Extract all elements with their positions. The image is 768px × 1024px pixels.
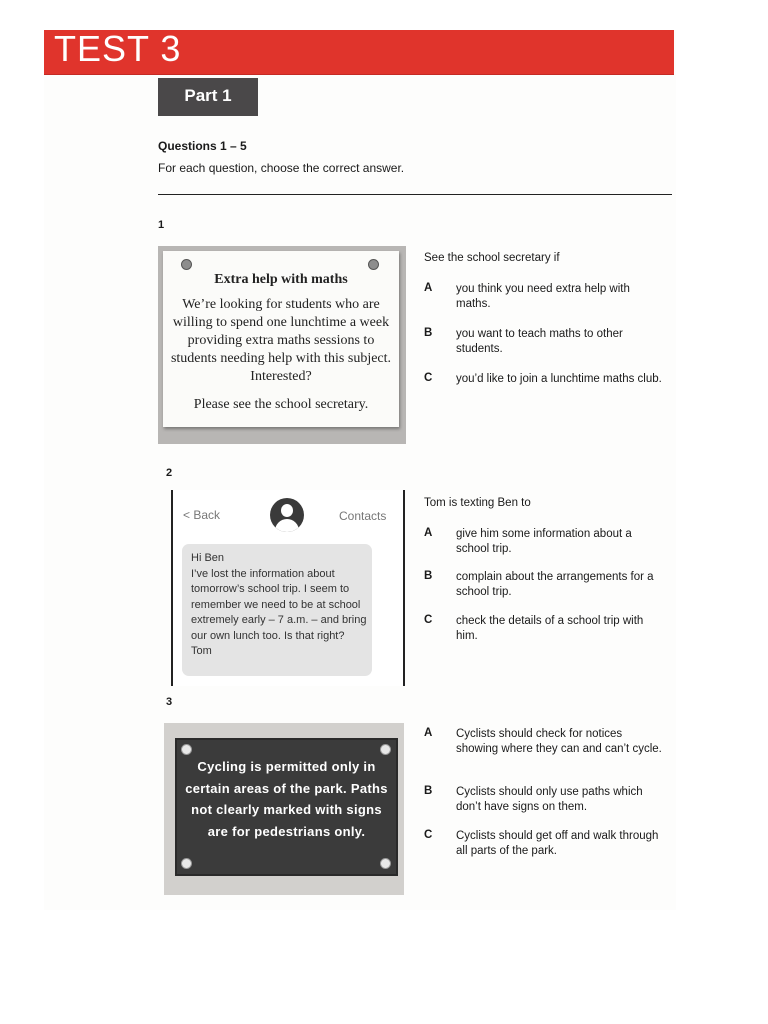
option-text[interactable]: Cyclists should only use paths which don’t have signs on them. [456, 786, 643, 813]
notice-paper [163, 251, 399, 427]
option-letter: C [424, 829, 433, 841]
option-letter: A [424, 727, 433, 739]
question-number: 2 [166, 467, 173, 479]
option-text[interactable]: check the details of a school trip with him. [456, 615, 644, 642]
question-number: 3 [166, 696, 173, 708]
option-letter: B [424, 570, 433, 582]
option-text[interactable]: you think you need extra help with maths. [456, 283, 630, 310]
option-text[interactable]: complain about the arrangements for a school trip. [456, 571, 654, 598]
option-text[interactable]: you want to teach maths to other students. [456, 328, 623, 355]
screw-icon [181, 744, 192, 755]
question-stem: Tom is texting Ben to [424, 497, 531, 509]
avatar-icon [270, 498, 304, 532]
screw-icon [380, 744, 391, 755]
option-text[interactable]: give him some information about a school trip. [456, 528, 632, 555]
test-banner [44, 30, 674, 75]
option-letter: B [424, 785, 433, 797]
sign-board [175, 738, 398, 876]
phone-screen [171, 490, 405, 686]
option-text[interactable]: Cyclists should check for notices showing where they can and can’t cycle. [456, 728, 662, 755]
pin-icon [181, 259, 192, 270]
question-stem: See the school secretary if [424, 252, 560, 264]
back-link[interactable]: < Back [183, 508, 221, 522]
part-badge [158, 78, 258, 116]
pin-icon [368, 259, 379, 270]
sign-text: Cycling is permitted only in certain areas of the park. Paths not clearly marked with signs are for pedestrians only. [185, 759, 388, 839]
screw-icon [181, 858, 192, 869]
part-label: Part 1 [184, 86, 232, 105]
option-letter: A [424, 282, 433, 294]
notice-body: We’re looking for students who are willing to spend one lunchtime a week providing extra maths sessions to students needing help with this subject. Interested? [170, 297, 392, 384]
instruction-text: For each question, choose the correct answer. [158, 161, 405, 175]
questions-range: Questions 1 – 5 [158, 139, 247, 153]
message-bubble [182, 544, 372, 676]
option-text[interactable]: you’d like to join a lunchtime maths club. [456, 373, 662, 385]
notice-footer: Please see the school secretary. [193, 397, 369, 412]
contacts-link[interactable]: Contacts [339, 509, 387, 523]
option-letter: A [424, 527, 433, 539]
message-text: Hi Ben I’ve lost the information about tomorrow’s school trip. I seem to remember we need to be at school extremely early – 7 a.m. – and bring our own lunch too. Is that right? Tom [191, 552, 367, 657]
screw-icon [380, 858, 391, 869]
question-number: 1 [158, 219, 165, 231]
test-title: TEST 3 [54, 28, 182, 69]
divider [158, 194, 672, 195]
option-letter: B [424, 327, 433, 339]
notice-title: Extra help with maths [214, 272, 348, 287]
option-text[interactable]: Cyclists should get off and walk through all parts of the park. [456, 830, 659, 857]
option-letter: C [424, 614, 433, 626]
option-letter: C [424, 372, 433, 384]
